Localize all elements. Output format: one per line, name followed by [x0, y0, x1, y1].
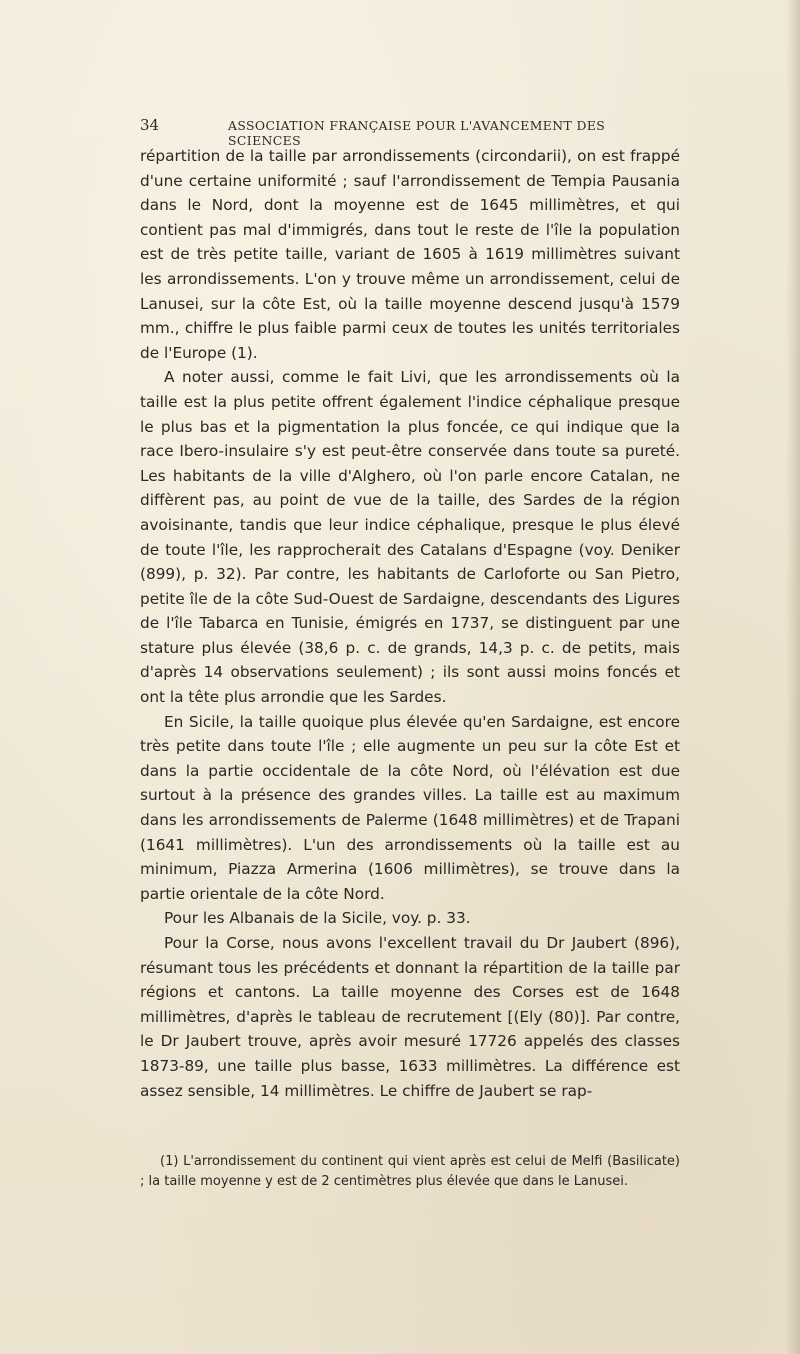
paragraph: Pour la Corse, nous avons l'excellent travail du Dr Jaubert (896), résumant tous les précédents et donnant la répartition de la taille par régions et cantons. La taille moyenne des Corses est de 1648 millimètres, d'après le tableau de recrutement [(Ely (80)]. Par contre, le Dr Jaubert trouve, après avoir mesuré 17726 appelés des classes 1873-89, une taille plus basse, 1633 millimètres. La différence est assez sensible, 14 millimètres. Le chiffre de Jaubert se rap- — [140, 934, 680, 1100]
body-text — [140, 144, 680, 1103]
footnote: (1) L'arrondissement du continent qui vient après est celui de Melfi (Basilicate) ; la taille moyenne y est de 2 centimètres plus élevée que dans le Lanusei. — [140, 1154, 680, 1189]
page-edge-shadow — [786, 0, 800, 1354]
paragraph: En Sicile, la taille quoique plus élevée qu'en Sardaigne, est encore très petite dans toute l'île ; elle augmente un peu sur la côte Est et dans la partie occidentale de la côte Nord, où l'élévation est due surtout à la présence des grandes villes. La taille est au maximum dans les arrondissements de Palerme (1648 millimètres) et de Trapani (1641 millimètres). L'un des arrondissements où la taille est au minimum, Piazza Armerina (1606 millimètres), se trouve dans la partie orientale de la côte Nord. — [140, 712, 680, 903]
running-title: ASSOCIATION FRANÇAISE POUR L'AVANCEMENT DES SCIENCES — [228, 118, 606, 148]
paragraph: Pour les Albanais de la Sicile, voy. p. 33. — [164, 909, 471, 928]
running-header — [140, 116, 680, 148]
paragraph: A noter aussi, comme le fait Livi, que les arrondissements où la taille est la plus petite offrent également l'indice céphalique presque le plus bas et la pigmentation la plus foncée, ce qui indique que la race Ibero-insulaire s'y est peut-être conservée dans toute sa pureté. Les habitants de la ville d'Alghero, où l'on parle encore Catalan, ne diffèrent pas, au point de vue de la taille, des Sardes de la région avoisinante, tandis que leur indice céphalique, presque le plus élevé de toute l'île, les rapprocherait des Catalans d'Espagne (voy. Deniker (899), p. 32). Par contre, les habitants de Carloforte ou San Pietro, petite île de la côte Sud-Ouest de Sardaigne, descendants des Ligures de l'île Tabarca en Tunisie, émigrés en 1737, se distinguent par une stature plus élevée (38,6 p. c. de grands, 14,3 p. c. de petits, mais d'après 14 observations seulement) ; ils sont aussi moins foncés et ont la tête plus arrondie que les Sardes. — [140, 368, 680, 707]
page-number: 34 — [140, 116, 160, 134]
paragraph: répartition de la taille par arrondissements (circondarii), on est frappé d'une certaine uniformité ; sauf l'arrondissement de Tempia Pausania dans le Nord, dont la moyenne est de 1645 millimètres, et qui contient pas mal d'immigrés, dans tout le reste de l'île la population est de très petite taille, variant de 1605 à 1619 millimètres suivant les arrondissements. L'on y trouve même un arrondissement, celui de Lanusei, sur la côte Est, où la taille moyenne descend jusqu'à 1579 mm., chiffre le plus faible parmi ceux de toutes les unités territoriales de l'Europe (1). — [140, 147, 680, 362]
